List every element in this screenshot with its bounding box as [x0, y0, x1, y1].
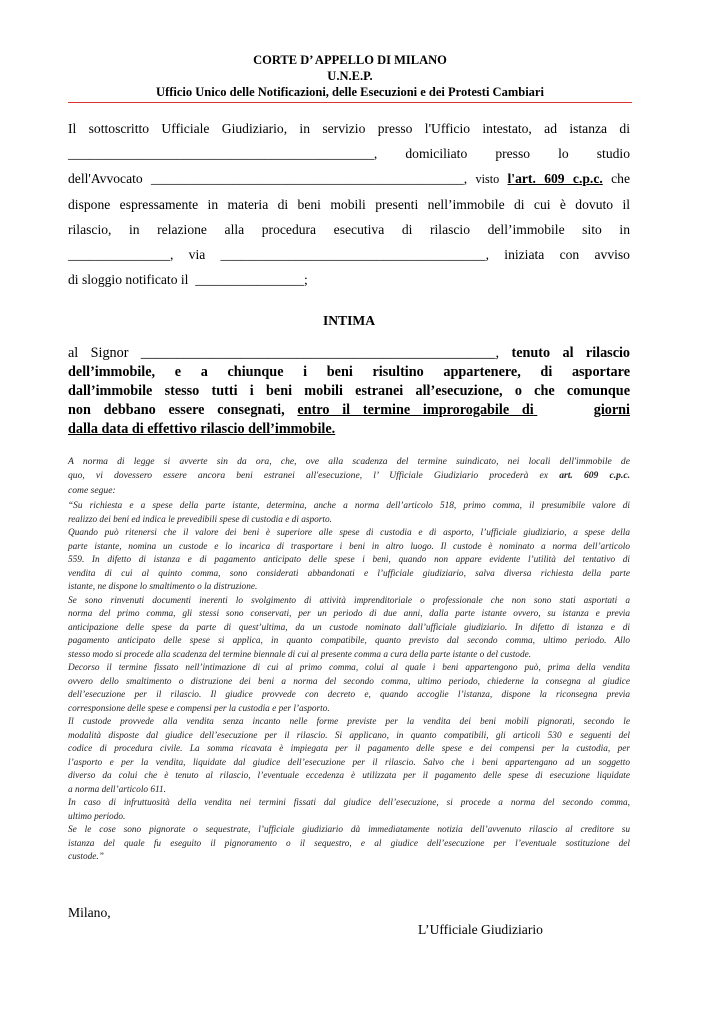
place-label: Milano,: [68, 905, 111, 920]
notice-text-2: quo, vi dovessero essere ancora beni estranei all'esecuzione, l’ Ufficiale Giudiziario procederà ex: [68, 470, 549, 482]
notice-line-3: come segue:: [68, 484, 116, 496]
quote-line: Il custode provvede alla vendita senza incanto nelle forme previste per la vendita dei beni mobili pignorati, secondo le: [68, 717, 630, 727]
notice-article: art. 609 c.p.c.: [559, 470, 630, 482]
order-line-4: [68, 401, 630, 420]
eviction-date-label: di sloggio notificato il: [68, 272, 189, 288]
quote-line: 559. In difetto di istanza e di pagamento anticipato delle spese i beni, quando non appare evidente l’utilità del tentativo di: [68, 555, 630, 565]
intro-line-5: rilascio, in relazione alla procedura esecutiva di rilascio dell’immobile sito in: [68, 221, 630, 237]
quote-line: Quando può ritenersi che il valore dei beni è superiore alle spese di custodia e di asporto, l’ufficiale giudiziario, a spese della: [68, 528, 630, 538]
domicile-text: domiciliato presso lo studio: [405, 146, 631, 162]
eviction-date-blank: ________________;: [195, 272, 308, 288]
intro-paragraph: [68, 116, 630, 292]
signature-label: L’Ufficiale Giudiziario: [418, 922, 543, 937]
lawyer-blank: ______________________________________________,: [151, 171, 468, 187]
intro-line-4: dispone espressamente in materia di beni mobili presenti nell’immobile di cui è dovuto il: [68, 196, 630, 212]
intro-line-7: [68, 267, 630, 292]
quote-line: ultimo periodo.: [68, 811, 126, 822]
notice-line-1: A norma di legge si avverte sin da ora, che, ove alla scadenza del termine suindicato, nei locali dell'immobile de: [68, 456, 630, 467]
client-blank: _____________________________________________,: [68, 146, 378, 162]
court-name: CORTE D’ APPELLO DI MILANO: [253, 53, 447, 67]
office-full-name: Ufficio Unico delle Notificazioni, delle Esecuzioni e dei Protesti Cambiari: [156, 85, 544, 99]
quote-line: istanza del quale fu eseguito il pignoramento o il sequestro, e al giudice dell’esecuzione per l’eventuale sostituzione del: [68, 838, 630, 849]
quote-line: l’asporto e per la vendita, liquidate dal giudice dell’esecuzione per il rilascio. Salvo che i beni appartengano ad un soggetto: [68, 757, 630, 768]
article-reference: l'art. 609 c.p.c.: [507, 171, 603, 187]
quote-line: dell’esecuzione per il rilascio. Il giudice provvede con decreto e, quando accoglie l’istanza, dispone la riconsegna previa: [68, 690, 630, 700]
quote-line: istante, ne dispone lo smaltimento o la distruzione.: [68, 582, 258, 592]
quote-line: a norma dell’articolo 611.: [68, 784, 166, 795]
legal-notice: [68, 455, 630, 498]
signor-blank: __________________________________________________,: [140, 345, 500, 361]
notice-line-2: [68, 469, 630, 483]
intro-line-6: [68, 242, 630, 267]
quote-line: custode.”: [68, 852, 104, 862]
quote-line: norma del primo comma, gli stessi sono conservati, per un periodo di due anni, dalla parte istante ovvero, su istanza e previa: [68, 609, 630, 619]
quote-line: realizzo dei beni ed indica le prevedibili spese di custodia e di asporto.: [68, 514, 332, 525]
intro-line-3: [68, 166, 630, 191]
article-609-quote: [68, 500, 630, 865]
quote-line: vendita di cui al quinto comma, sono considerati abbandonati e l’ufficiale giudiziario, salva diversa richiesta della parte: [68, 568, 630, 579]
quote-line: diverso da colui che è tenuto al rilascio, l’eventuale eccedenza è utilizzata per il pagamento delle spese di esecuzione liquidate: [68, 771, 630, 781]
quote-line: codice di procedura civile. La somma ricavata è impiegata per il pagamento delle spese e dei compensi per la custodia, per: [68, 744, 630, 754]
header-divider: [68, 102, 632, 103]
quote-line: anticipazione delle spese da parte di quest’ultima, da un custode nominato dall’ufficiale giudiziario. In difetto di istanza e di: [68, 622, 630, 633]
signor-label: al Signor: [68, 345, 129, 361]
che-text: che: [611, 171, 630, 187]
order-line-3: dall’immobile stesso tutti i beni mobili estranei all’esecuzione, o che comunque: [68, 383, 630, 399]
quote-line: Se le cose sono pignorate o sequestrate, l’ufficiale giudiziario dà immediatamente notizia dell’avvenuto rilascio al creditore su: [68, 825, 630, 835]
quote-line: stesso modo si procede alla scadenza del termine biennale di cui al presente comma a cura della parte istante o del custode.: [68, 649, 532, 660]
quote-line: ovvero dello smaltimento o distruzione dei beni a norma del secondo comma, ultimo periodo, chiederne la consegna al giudice: [68, 676, 630, 687]
visto-text: visto: [475, 172, 500, 187]
deadline-text: entro il termine improrogabile di: [297, 402, 534, 418]
days-text: giorni: [593, 402, 630, 418]
intima-heading: INTIMA: [322, 313, 376, 328]
intro-line-1: Il sottoscritto Ufficiale Giudiziario, in servizio presso l'Ufficio intestato, ad istanza di: [68, 121, 630, 136]
notice-text: iniziata con avviso: [504, 246, 630, 262]
obligation-text: tenuto al rilascio: [511, 345, 631, 361]
quote-line: modalità disposte dal giudice dell’esecuzione per il rilascio. Si applicano, in quanto compatibili, gli articoli 530 e seguenti del: [68, 730, 630, 741]
document-header: [68, 52, 632, 100]
order-clause: non debbano essere consegnati,: [68, 402, 285, 418]
quote-line: parte istante, nomina un custode e lo incarica di trasportare i beni in altro luogo. Il custode è nominato a norma dell’articolo: [68, 541, 630, 552]
order-line-1: [68, 344, 630, 363]
lawyer-label: dell'Avvocato: [68, 171, 143, 187]
via-label: via: [188, 246, 206, 262]
quote-line: “Su richiesta e a spese della parte istante, determina, anche a norma dell’articolo 518, primo comma, il presumibile valore di: [68, 501, 630, 511]
city-blank: _______________,: [68, 246, 174, 262]
quote-line: In caso di infruttuosità della vendita nei termini fissati dal giudice dell’esecuzione, si procede a norma del secondo comma,: [68, 798, 630, 808]
street-blank: _______________________________________,: [220, 246, 490, 262]
quote-line: pagamento anticipato delle spese si applica, in quanto compatibile, quanto previsto dal secondo comma, ultimo periodo. Allo: [68, 636, 630, 646]
order-paragraph: [68, 344, 630, 439]
quote-line: Decorso il termine fissato nell’intimazione di cui al primo comma, colui al quale i beni appartengono può, prima della vendita: [68, 663, 630, 673]
quote-line: corresponsione delle spese e compensi per la custodia e per l’asporto.: [68, 703, 330, 714]
order-line-2: dell’immobile, e a chiunque i beni risultino appartenere, di asportare: [68, 364, 630, 380]
intro-line-2: [68, 141, 630, 166]
quote-line: Se sono rinvenuti documenti inerenti lo svolgimento di attività imprenditoriale o professionale che non sono stati asportati a: [68, 595, 630, 606]
office-acronym: U.N.E.P.: [327, 69, 373, 83]
order-line-5: dalla data di effettivo rilascio dell’immobile.: [68, 421, 336, 437]
